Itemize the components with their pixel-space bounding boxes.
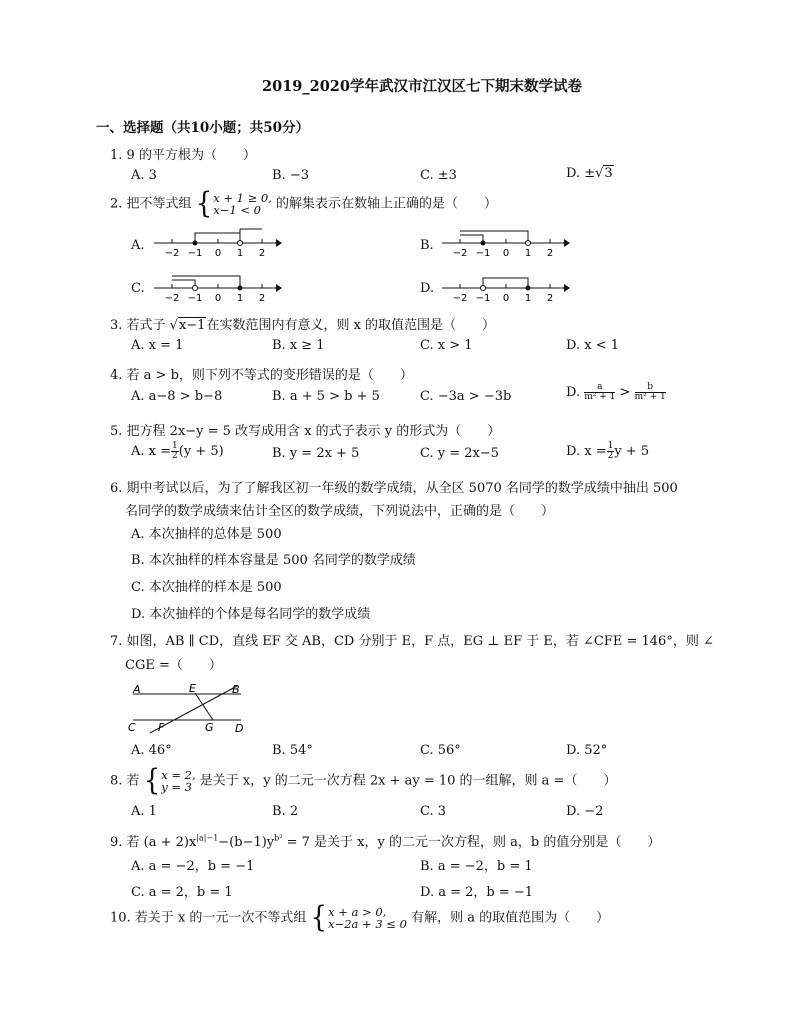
question-4-stem: 4. 若 a > b，则下列不等式的变形错误的是（ ）	[110, 368, 413, 383]
q3-option-d: D. x < 1	[566, 338, 619, 353]
tick-label: −2	[164, 293, 180, 302]
tick-label: 0	[502, 293, 510, 302]
page-title: 2019_2020学年武汉市江汉区七下期末数学试卷	[262, 78, 582, 95]
tick-label: 1	[236, 248, 244, 257]
number-line-c	[150, 270, 285, 302]
svg-text:A: A	[133, 683, 141, 696]
svg-text:E: E	[189, 682, 196, 695]
q4-option-a: A. a−8 > b−8	[131, 389, 223, 404]
q6-option-c: C. 本次抽样的样本是 500	[131, 580, 282, 595]
q9-option-c: C. a = 2，b = 1	[131, 885, 233, 900]
tick-label: 2	[546, 248, 554, 257]
tick-label: 0	[502, 248, 510, 257]
q4-option-b: B. a + 5 > b + 5	[272, 389, 380, 404]
number-line-d	[438, 270, 573, 302]
tick-label: −1	[187, 248, 203, 257]
tick-label: 1	[236, 293, 244, 302]
number-line-a	[150, 225, 285, 257]
svg-text:C: C	[128, 721, 136, 734]
question-3-stem: 3. 若式子 √x−1在实数范围内有意义，则 x 的取值范围是（ ）	[110, 318, 496, 333]
q8-option-d: D. −2	[566, 804, 604, 819]
tick-label: 1	[524, 248, 532, 257]
tick-label: 1	[524, 293, 532, 302]
svg-text:D: D	[235, 722, 244, 735]
question-2-stem: 2. 把不等式组 {x + 1 ≥ 0, x−1 < 0 的解集表示在数轴上正确的是（ ）	[110, 187, 498, 221]
q5-option-b: B. y = 2x + 5	[272, 446, 360, 461]
section-heading: 一、选择题（共10小题；共50分）	[96, 120, 310, 136]
number-line-b	[438, 225, 573, 257]
q2-label-b: B.	[420, 238, 434, 253]
tick-label: −1	[187, 293, 203, 302]
question-7-line-2: CGE =（ ）	[125, 658, 222, 673]
tick-label: 2	[258, 293, 266, 302]
question-9-stem: 9. 若 $(a + 2)x^{|a|-1}-(b-1)y^{b^2} = 7$ 是关于 x，y 的二元一次方程，则 a，b 的值分别是（ ）	[110, 833, 661, 850]
q1-option-a: A. 3	[131, 168, 157, 183]
tick-label: 2	[258, 248, 266, 257]
q3-option-a: A. x = 1	[131, 338, 184, 353]
tick-label: 0	[214, 248, 222, 257]
q9-option-b: B. a = −2，b = 1	[420, 859, 533, 874]
tick-label: −1	[475, 248, 491, 257]
tick-label: −2	[452, 293, 468, 302]
question-8-stem: 8. 若 {x = 2, y = 3 是关于 x，y 的二元一次方程 2x + ay = 10 的一组解，则 a =（ ）	[110, 764, 617, 798]
q1-option-b: B. −3	[272, 168, 309, 183]
svg-text:B: B	[232, 683, 240, 696]
q5-option-a: A. x = $\frac{1}{2}$ (y + 5)	[131, 441, 224, 461]
q8-option-c: C. 3	[420, 804, 447, 819]
q7-option-a: A. 46°	[131, 743, 172, 758]
question-6-line-2: 名同学的数学成绩来估计全区的数学成绩，下列说法中，正确的是（ ）	[125, 504, 555, 519]
q1-option-d: D. ±√3	[566, 166, 613, 181]
q8-option-b: B. 2	[272, 804, 299, 819]
tick-label: −1	[475, 293, 491, 302]
q3-option-c: C. x > 1	[420, 338, 473, 353]
parallel-lines-figure	[125, 680, 255, 736]
q6-option-d: D. 本次抽样的个体是每名同学的数学成绩	[131, 607, 371, 622]
q6-option-a: A. 本次抽样的总体是 500	[131, 527, 282, 542]
tick-label: −2	[164, 248, 180, 257]
question-5-stem: 5. 把方程 2x−y = 5 改写成用含 x 的式子表示 y 的形式为（ ）	[110, 424, 501, 439]
tick-label: 0	[214, 293, 222, 302]
q5-option-c: C. y = 2x−5	[420, 446, 500, 461]
tick-label: 2	[546, 293, 554, 302]
q2-label-c: C.	[131, 281, 145, 296]
q1-option-c: C. ±3	[420, 168, 457, 183]
question-10-stem: 10. 若关于 x 的一元一次不等式组 {x + a > 0, x−2a + 3 ≤ 0 有解，则 a 的取值范围为（ ）	[110, 901, 610, 935]
q2-label-a: A.	[131, 238, 145, 253]
q5-option-d: D. x = $\frac{1}{2}$ y + 5	[566, 441, 650, 461]
q7-option-b: B. 54°	[272, 743, 313, 758]
q3-option-b: B. x ≥ 1	[272, 338, 325, 353]
q9-option-d: D. a = 2，b = −1	[420, 885, 534, 900]
question-7-line-1: 7. 如图，AB ∥ CD，直线 EF 交 AB，CD 分别于 E，F 点，EG ⊥ EF 于 E，若 ∠CFE = 146°，则 ∠	[110, 634, 714, 649]
q7-option-c: C. 56°	[420, 743, 461, 758]
q9-option-a: A. a = −2，b = −1	[131, 859, 255, 874]
tick-label: −2	[452, 248, 468, 257]
svg-text:F: F	[158, 721, 165, 734]
svg-text:G: G	[205, 721, 214, 734]
q7-option-d: D. 52°	[566, 743, 608, 758]
q2-label-d: D.	[420, 281, 435, 296]
question-6-line-1: 6. 期中考试以后，为了了解我区初一年级的数学成绩，从全区 5070 名同学的数学成绩中抽出 500	[110, 481, 678, 496]
question-1-stem: 1. 9 的平方根为（ ）	[110, 148, 256, 163]
q4-option-c: C. −3a > −3b	[420, 389, 512, 404]
q8-option-a: A. 1	[131, 804, 157, 819]
q4-option-d: D. $\frac{a}{\text{m² + 1}}$ > $\frac{b}{\text{m² + 1}}$	[566, 382, 666, 402]
q6-option-b: B. 本次抽样的样本容量是 500 名同学的数学成绩	[131, 553, 416, 568]
